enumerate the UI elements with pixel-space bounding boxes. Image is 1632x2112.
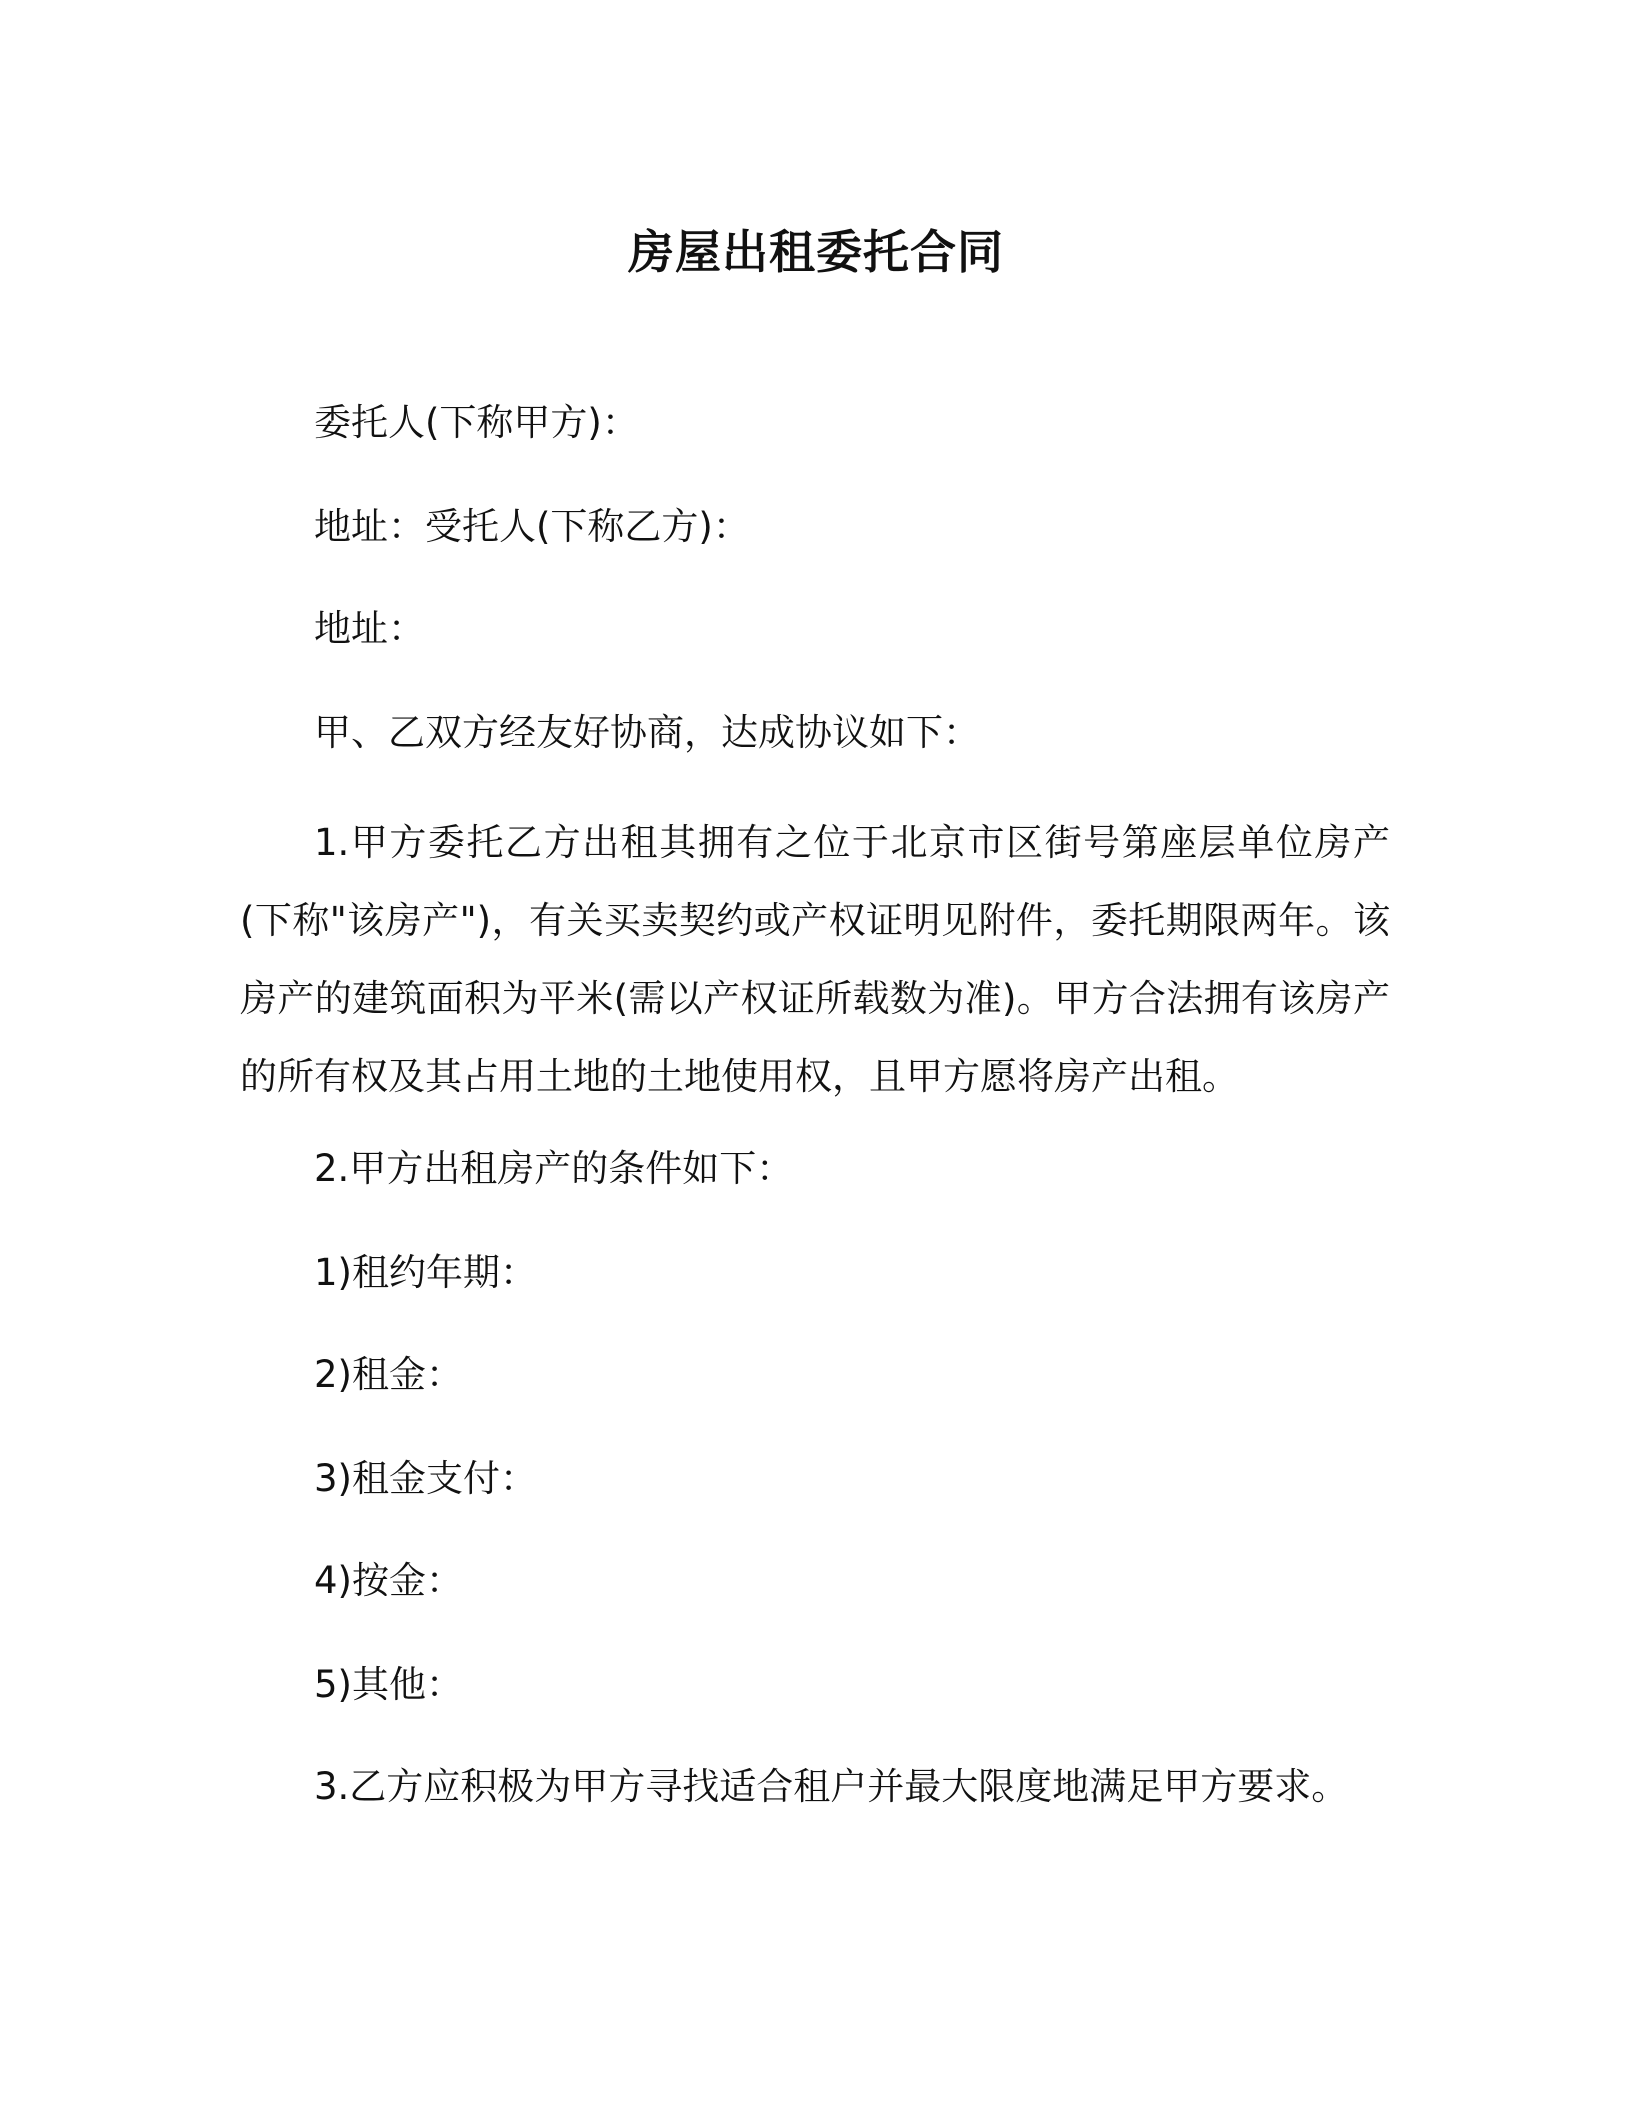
clause-3-line: 3.乙方应积极为甲方寻找适合租户并最大限度地满足甲方要求。 (314, 1765, 1349, 1808)
principal-line: 委托人(下称甲方)： (314, 401, 639, 444)
clause-2-line: 2.甲方出租房产的条件如下： (314, 1147, 794, 1190)
deposit-line: 4)按金： (314, 1559, 463, 1602)
address-line: 地址： (314, 607, 425, 650)
rent-payment-line: 3)租金支付： (314, 1457, 537, 1500)
rent-line: 2)租金： (314, 1353, 463, 1396)
agreement-intro-line: 甲、乙双方经友好协商，达成协议如下： (314, 711, 980, 754)
address-agent-line: 地址：受托人(下称乙方)： (314, 505, 750, 548)
other-line: 5)其他： (314, 1663, 463, 1706)
clause-1-paragraph: 1.甲方委托乙方出租其拥有之位于北京市区街号第座层单位房产(下称"该房产")，有关买卖契约或产权证明见附件，委托期限两年。该房产的建筑面积为平米(需以产权证所载数为准)。甲方合法拥有该房产的所有权及其占用土地的土地使用权，且甲方愿将房产出租。 (240, 821, 1390, 1098)
term-line: 1)租约年期： (314, 1251, 537, 1294)
document-title: 房屋出租委托合同 (628, 225, 1004, 279)
